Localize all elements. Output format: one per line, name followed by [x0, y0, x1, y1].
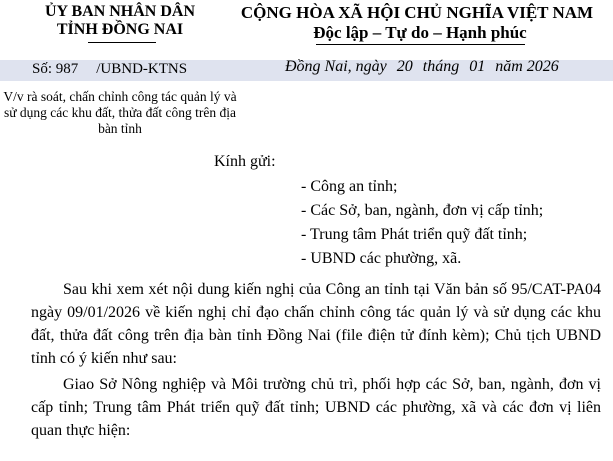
- national-title: CỘNG HÒA XÃ HỘI CHỦ NGHĨA VIỆT NAM: [240, 3, 594, 22]
- greeting: Kính gửi:: [214, 153, 276, 170]
- date-day: 20: [396, 58, 413, 75]
- body-paragraph-1: Sau khi xem xét nội dung kiến nghị của Công an tỉnh tại Văn bản số 95/CAT-PA04 ngày 09/01/2026 về kiến nghị chỉ đạo chấn chỉnh công tác quản lý và sử dụng các khu đất, thửa đất công trên địa bàn tỉnh Đồng Nai (file điện tử đính kèm); Chủ tịch UBND tỉnh có ý kiến như sau:: [31, 281, 601, 367]
- date-year: năm 2026: [495, 58, 559, 75]
- recipient-item: - UBND các phường, xã.: [301, 250, 462, 267]
- body-paragraph-2: Giao Sở Nông nghiệp và Môi trường chủ trì, phối hợp các Sở, ban, ngành, đơn vị cấp tỉnh; Trung tâm Phát triển quỹ đất tỉnh; UBND các phường, xã và các đơn vị liên quan thực hiện:: [31, 376, 601, 439]
- national-motto: Độc lập – Tự do – Hạnh phúc: [313, 23, 527, 42]
- recipient-item: - Công an tỉnh;: [301, 178, 398, 195]
- authority-underline: [88, 42, 156, 43]
- motto-underline: [316, 44, 525, 45]
- document-number-suffix: /UBND-KTNS: [96, 61, 188, 77]
- month-label: tháng: [422, 58, 460, 75]
- recipient-item: - Trung tâm Phát triển quỹ đất tỉnh;: [301, 226, 528, 243]
- recipient-item: - Các Sở, ban, ngành, đơn vị cấp tỉnh;: [301, 202, 544, 219]
- place-and-date: [285, 58, 559, 76]
- document-subject: V/v rà soát, chấn chỉnh công tác quản lý và sử dụng các khu đất, thửa đất công trên địa bàn tỉnh: [3, 89, 237, 136]
- date-month: 01: [469, 58, 486, 75]
- recipient-list: [301, 175, 543, 271]
- issuing-authority-line2: TỈNH ĐỒNG NAI: [56, 21, 184, 38]
- document-number: [32, 61, 187, 78]
- place-label: Đồng Nai, ngày: [285, 58, 387, 75]
- document-number-label: Số: 987: [32, 61, 79, 77]
- issuing-authority-line1: ỦY BAN NHÂN DÂN: [44, 3, 196, 20]
